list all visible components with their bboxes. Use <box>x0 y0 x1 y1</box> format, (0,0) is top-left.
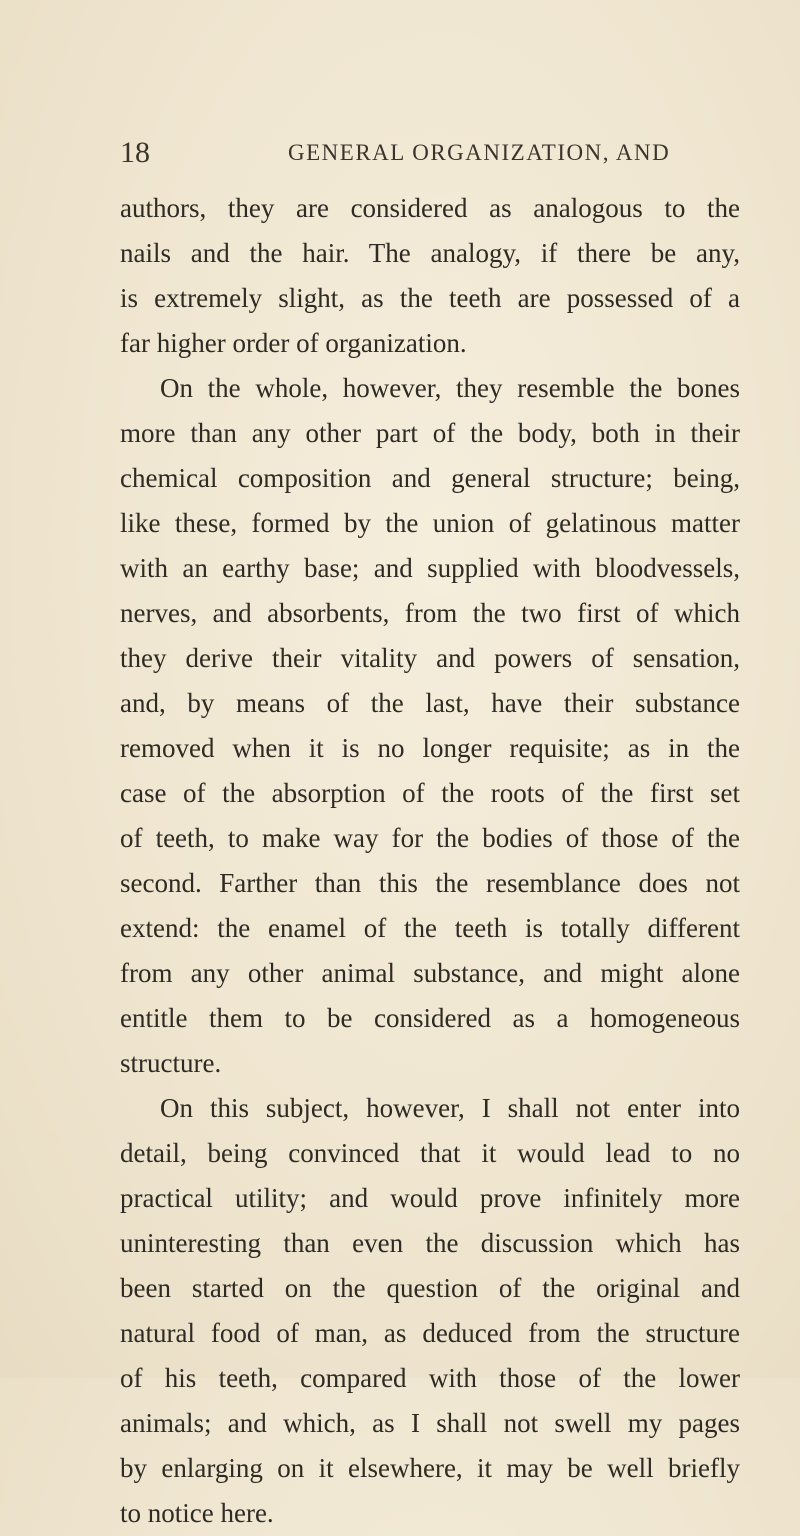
text-line: natural food of man, as deduced from the structure <box>120 1318 740 1348</box>
text-line: and, by means of the last, have their substance <box>120 688 740 718</box>
text-line: like these, formed by the union of gelatinous matter <box>120 508 740 538</box>
text-line: structure. <box>120 1048 222 1078</box>
text-line: far higher order of organization. <box>120 328 467 358</box>
text-line: of teeth, to make way for the bodies of those of the <box>120 823 740 853</box>
text-line: from any other animal substance, and might alone <box>120 958 740 988</box>
running-head <box>120 136 740 176</box>
text-line: with an earthy base; and supplied with bloodvessels, <box>120 553 740 583</box>
text-line: On the whole, however, they resemble the bones <box>160 373 740 403</box>
text-line: practical utility; and would prove infinitely more <box>120 1183 740 1213</box>
text-line: more than any other part of the body, both in their <box>120 418 740 448</box>
text-line: detail, being convinced that it would lead to no <box>120 1138 740 1168</box>
text-line: authors, they are considered as analogous to the <box>120 193 740 223</box>
text-line: is extremely slight, as the teeth are possessed of a <box>120 283 740 313</box>
text-line: by enlarging on it elsewhere, it may be well briefly <box>120 1453 740 1483</box>
text-line: removed when it is no longer requisite; as in the <box>120 733 740 763</box>
paragraph-2 <box>120 366 740 1086</box>
page-number: 18 <box>120 136 150 169</box>
text-line: of his teeth, compared with those of the lower <box>120 1363 740 1393</box>
text-line: entitle them to be considered as a homogeneous <box>120 1003 740 1033</box>
text-line: chemical composition and general structure; being, <box>120 463 740 493</box>
running-head-title: GENERAL ORGANIZATION, AND <box>288 140 671 165</box>
body-text <box>120 186 740 1536</box>
text-line: On this subject, however, I shall not enter into <box>160 1093 740 1123</box>
text-line: they derive their vitality and powers of sensation, <box>120 643 740 673</box>
text-line: been started on the question of the original and <box>120 1273 740 1303</box>
text-line: uninteresting than even the discussion which has <box>120 1228 740 1258</box>
text-line: nerves, and absorbents, from the two first of which <box>120 598 740 628</box>
text-line: to notice here. <box>120 1498 274 1528</box>
paragraph-3 <box>120 1086 740 1536</box>
text-line: second. Farther than this the resemblance does not <box>120 868 740 898</box>
text-line: nails and the hair. The analogy, if there be any, <box>120 238 740 268</box>
paragraph-1 <box>120 186 740 366</box>
text-line: case of the absorption of the roots of the first set <box>120 778 740 808</box>
text-line: animals; and which, as I shall not swell my pages <box>120 1408 740 1438</box>
text-line: extend: the enamel of the teeth is totally different <box>120 913 740 943</box>
